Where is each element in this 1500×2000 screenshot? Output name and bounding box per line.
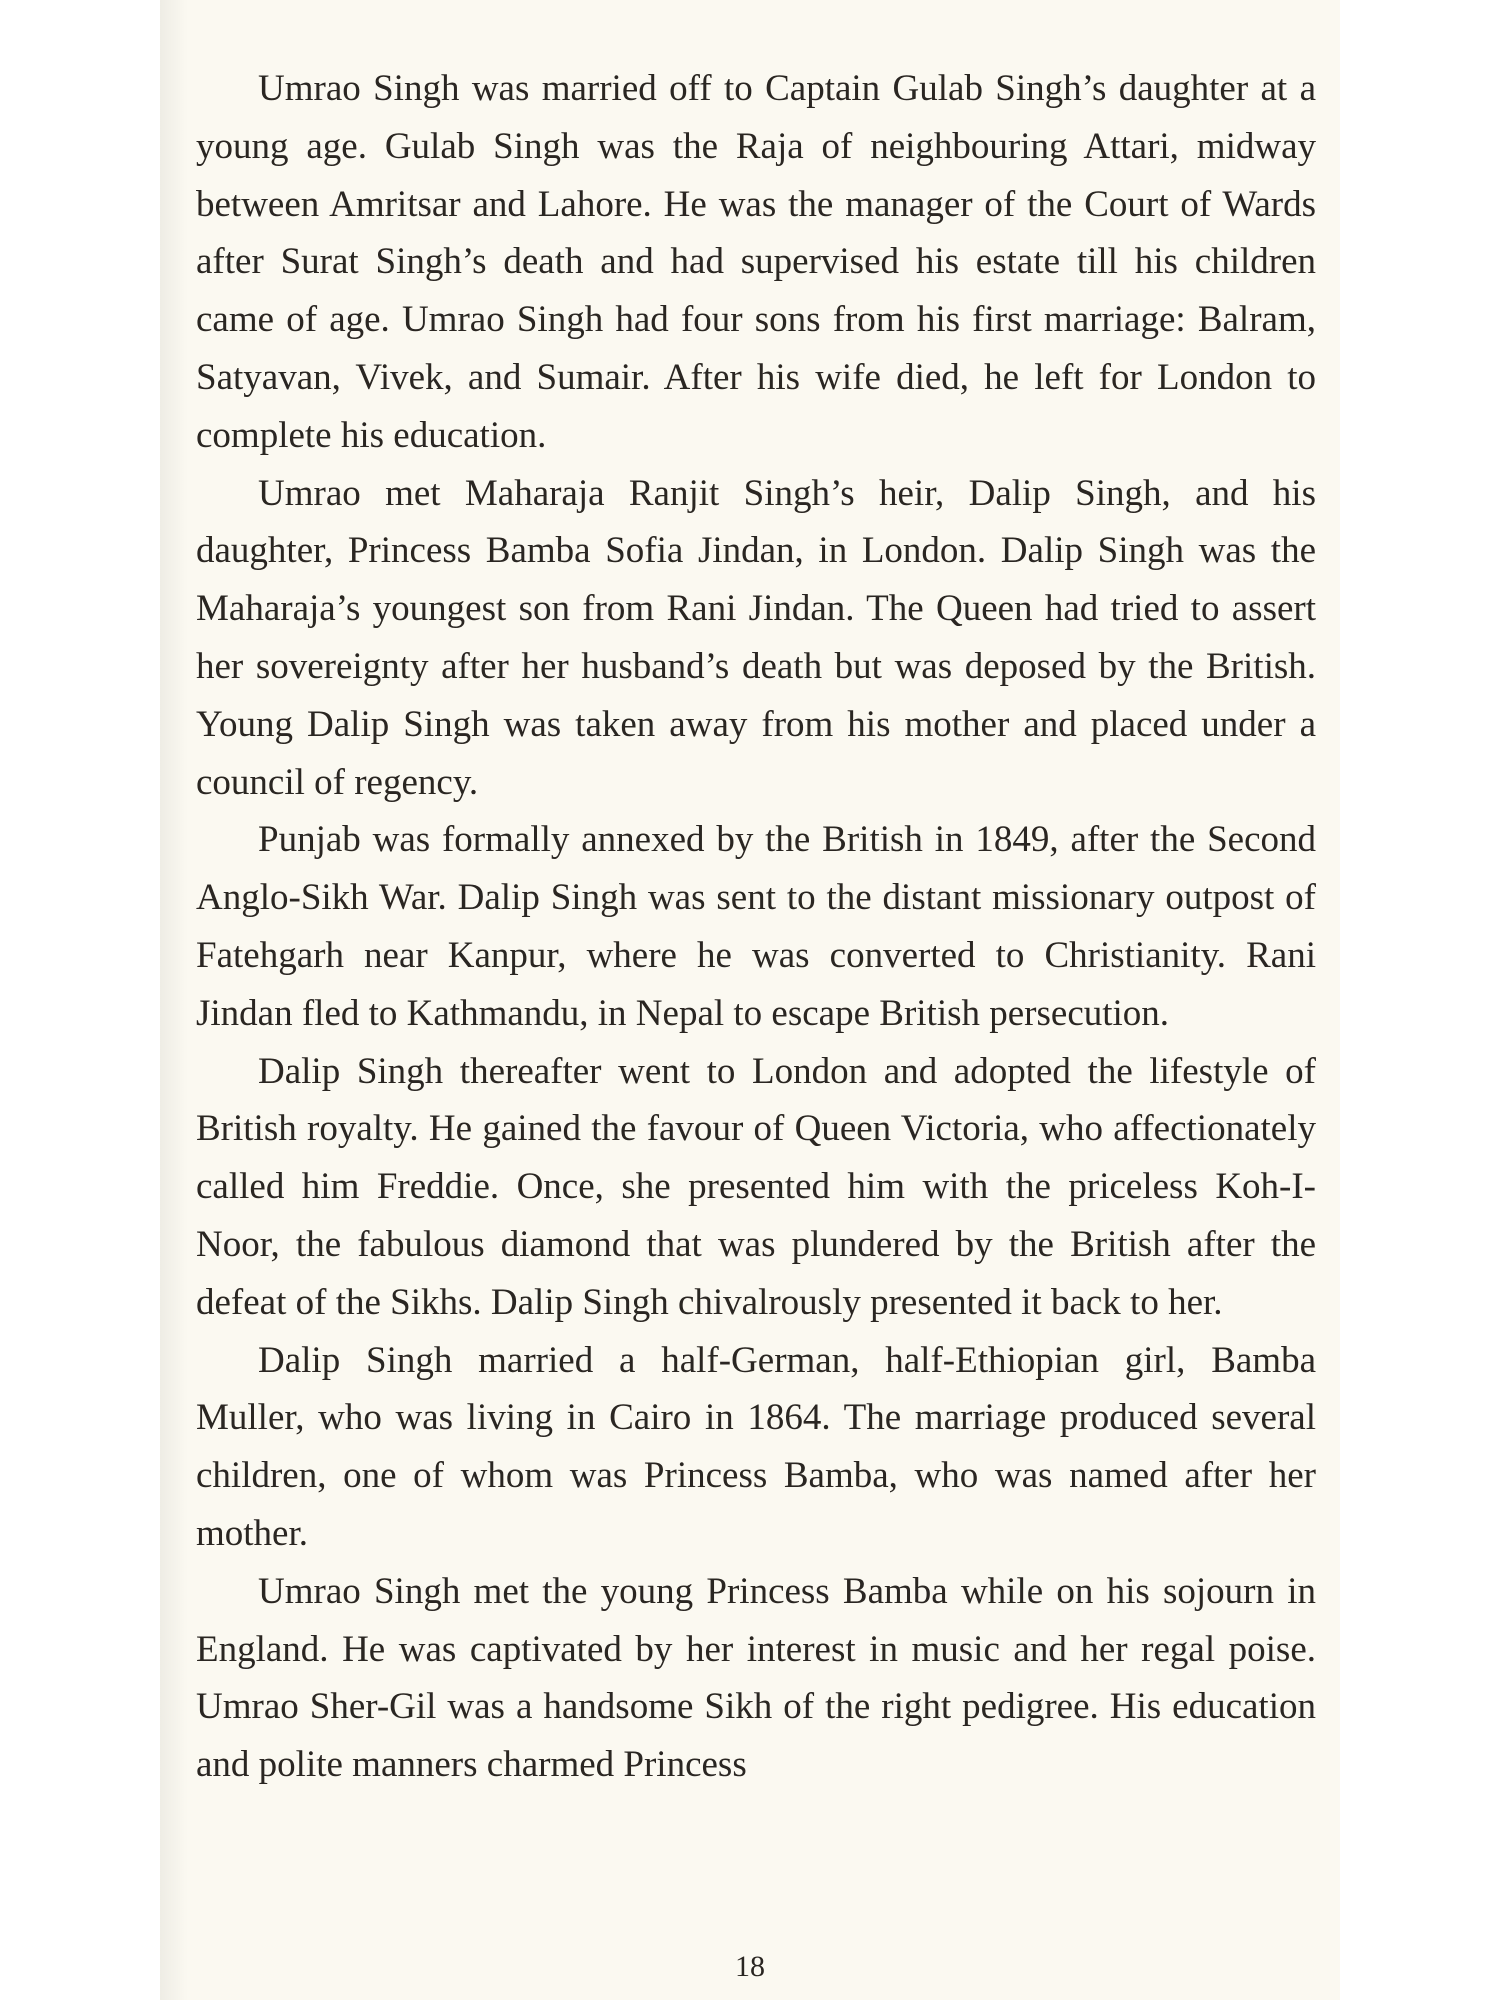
body-text	[196, 60, 1316, 1794]
paragraph-umrao-meets-dalip: Umrao met Maharaja Ranjit Singh’s heir, Dalip Singh, and his daughter, Princess Bamba Sofia Jindan, in London. Dalip Singh was the Maharaja’s youngest son from Rani Jindan. The Queen had tried to assert her sovereignty after her husband’s death but was deposed by the British. Young Dalip Singh was taken away from his mother and placed under a council of regency.	[196, 472, 1316, 803]
paragraph-umrao-marriage: Umrao Singh was married off to Captain Gulab Singh’s daughter at a young age. Gulab Singh was the Raja of neighbouring Attari, midway between Amritsar and Lahore. He was the manager of the Court of Wards after Surat Singh’s death and had supervised his estate till his children came of age. Umrao Singh had four sons from his first marriage: Balram, Satyavan, Vivek, and Sumair. After his wife died, he left for London to complete his education.	[196, 68, 1316, 456]
paragraph-umrao-meets-bamba: Umrao Singh met the young Princess Bamba while on his sojourn in England. He was captivated by her interest in music and her regal poise. Umrao Sher-Gil was a handsome Sikh of the right pedigree. His education and polite manners charmed Princess	[196, 1570, 1316, 1786]
paragraph-dalip-marriage: Dalip Singh married a half-German, half-Ethiopian girl, Bamba Muller, who was living in Cairo in 1864. The marriage produced several children, one of whom was Princess Bamba, who was named after her mother.	[196, 1339, 1316, 1554]
paragraph-dalip-in-london: Dalip Singh thereafter went to London and adopted the lifestyle of British royalty. He gained the favour of Queen Victoria, who affectionately called him Freddie. Once, she presented him with the priceless Koh-I-Noor, the fabulous diamond that was plundered by the British after the defeat of the Sikhs. Dalip Singh chivalrously presented it back to her.	[196, 1050, 1316, 1323]
paragraph-punjab-annexed: Punjab was formally annexed by the British in 1849, after the Second Anglo-Sikh War. Dalip Singh was sent to the distant missionary outpost of Fatehgarh near Kanpur, where he was converted to Christianity. Rani Jindan fled to Kathmandu, in Nepal to escape British persecution.	[196, 819, 1316, 1034]
page-number: 18	[735, 1950, 765, 1983]
page-edge-shadow	[160, 0, 188, 2000]
